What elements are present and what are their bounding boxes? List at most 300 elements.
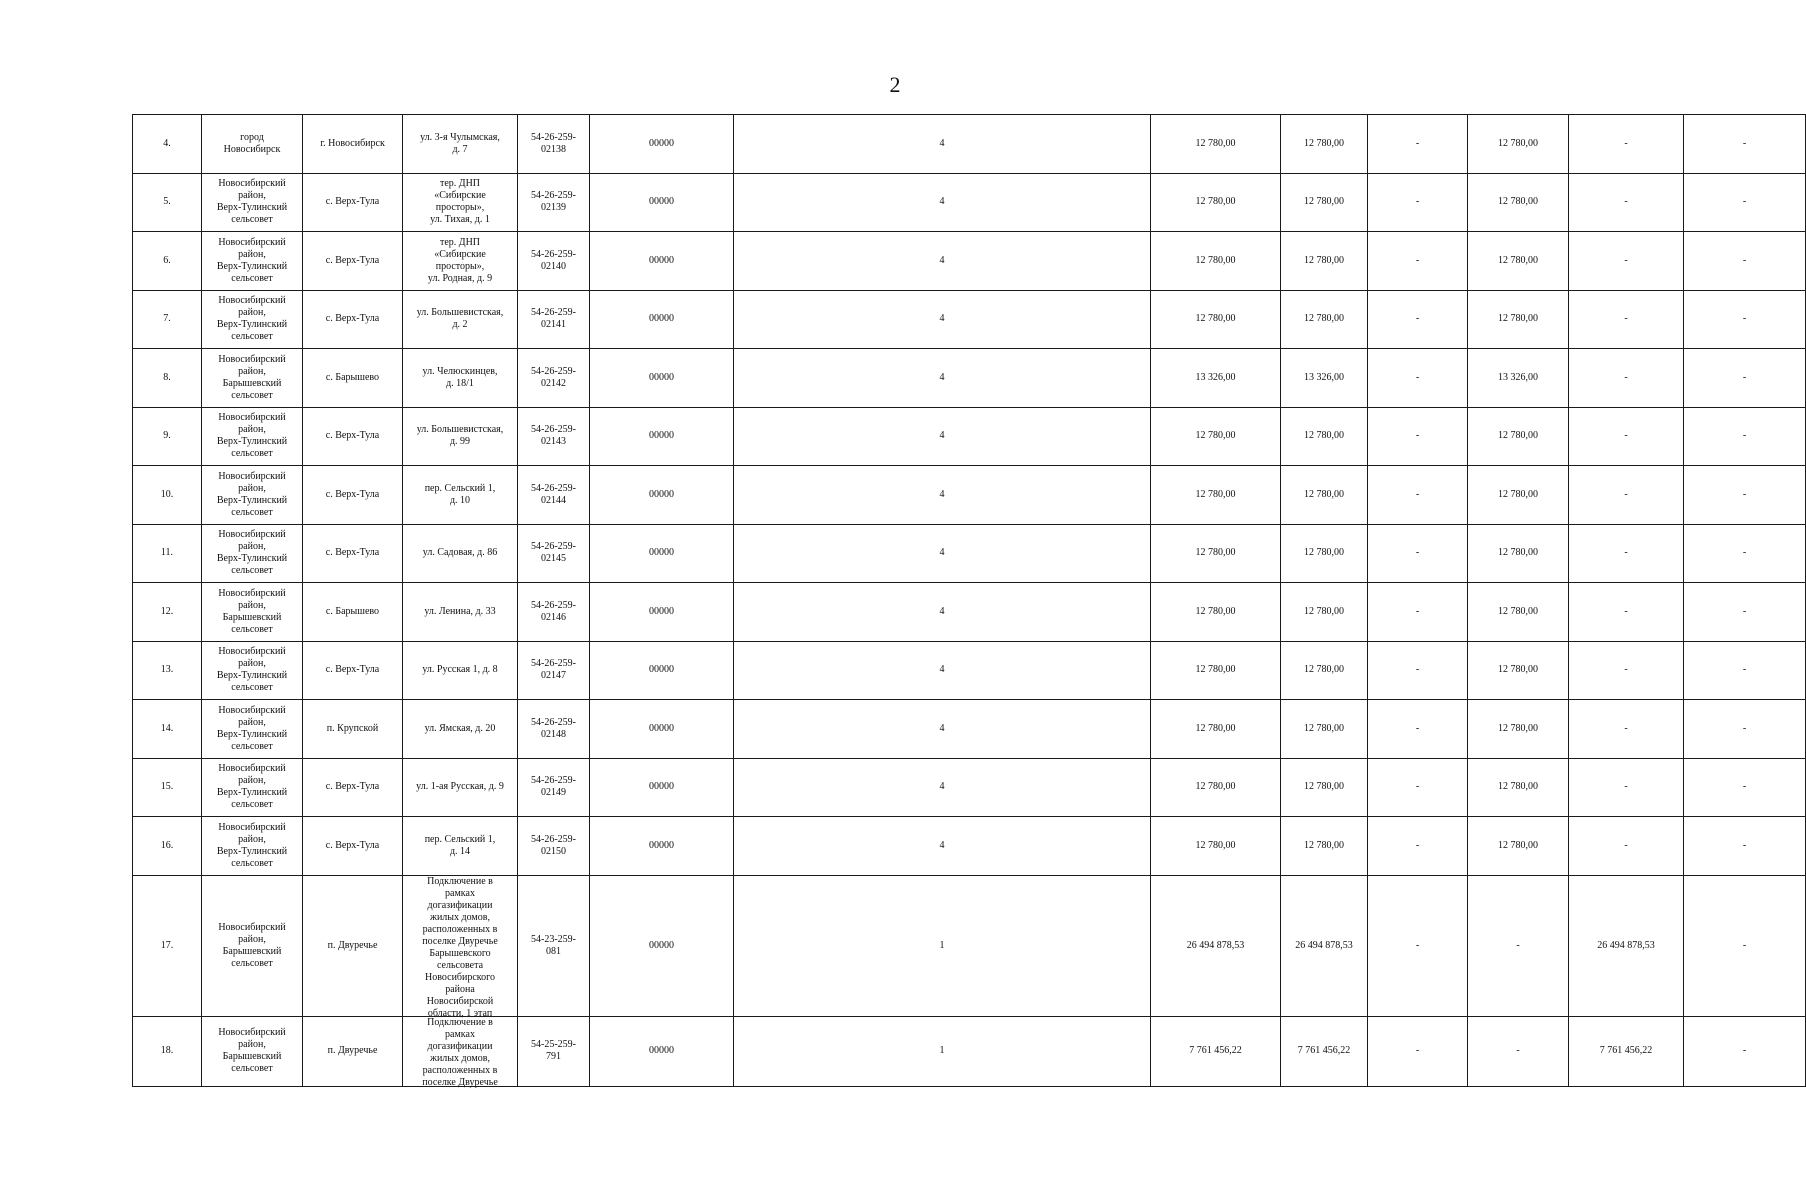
cell-category — [734, 758, 1151, 817]
table-row — [133, 583, 1806, 642]
cell-code — [590, 466, 734, 525]
cell-text: 00000 — [649, 254, 674, 266]
cell-text: 12 780,00 — [1195, 547, 1236, 559]
cell-object-code — [518, 173, 590, 232]
cell-category — [734, 115, 1151, 174]
table-row — [133, 290, 1806, 349]
cell-text: 16. — [160, 839, 174, 851]
cell-object-code — [518, 641, 590, 700]
cell-object-code — [518, 466, 590, 525]
cell-amount-col-11 — [1468, 407, 1569, 466]
cell-amount-col-10 — [1368, 875, 1468, 1016]
cell-amount-col-13 — [1684, 115, 1806, 174]
cell-category — [734, 232, 1151, 291]
cell-text: п. Двуречье — [327, 939, 378, 951]
cell-text: 26 494 878,53 — [1186, 939, 1245, 951]
cell-row-number — [133, 583, 202, 642]
cell-text: 54-26-259- 02148 — [531, 716, 576, 740]
cell-total-amount — [1151, 875, 1281, 1016]
cell-text: 54-26-259- 02138 — [531, 131, 576, 155]
cell-text: с. Барышево — [325, 605, 380, 617]
cell-text: 7 761 456,22 — [1189, 1045, 1242, 1056]
cell-text: ул. Ямская, д. 20 — [424, 722, 496, 734]
cell-amount-col-11 — [1468, 875, 1569, 1016]
cell-text: - — [1415, 430, 1420, 442]
cell-category — [734, 1016, 1151, 1086]
cell-amount-col-12 — [1569, 641, 1684, 700]
cell-address — [403, 407, 518, 466]
cell-text: с. Верх-Тула — [325, 488, 380, 500]
cell-amount-col-9 — [1281, 583, 1368, 642]
cell-text: 7. — [163, 313, 171, 325]
cell-amount-col-10 — [1368, 758, 1468, 817]
cell-text: 12 780,00 — [1195, 137, 1236, 149]
cell-text: 4 — [939, 254, 945, 266]
cell-total-amount — [1151, 232, 1281, 291]
cell-amount-col-10 — [1368, 290, 1468, 349]
cell-total-amount — [1151, 349, 1281, 408]
cell-amount-col-13 — [1684, 173, 1806, 232]
cell-amount-col-13 — [1684, 290, 1806, 349]
cell-code — [590, 758, 734, 817]
cell-text: - — [1742, 488, 1747, 500]
cell-text: - — [1624, 371, 1628, 383]
cell-text: 4 — [939, 430, 945, 442]
cell-text: - — [1624, 839, 1628, 851]
cell-text: 54-26-259- 02142 — [531, 365, 576, 389]
cell-text: город Новосибирск — [223, 131, 281, 155]
cell-amount-col-13 — [1684, 232, 1806, 291]
cell-text: 8. — [163, 371, 171, 383]
cell-text: Новосибирский район, Верх-Тулинский сельсовет — [216, 646, 288, 694]
cell-amount-col-9 — [1281, 232, 1368, 291]
cell-object-code — [518, 290, 590, 349]
cell-text: 7 761 456,22 — [1599, 1045, 1653, 1056]
cell-text: - — [1415, 313, 1420, 325]
cell-settlement — [303, 466, 403, 525]
cell-amount-col-11 — [1468, 1016, 1569, 1086]
cell-address — [403, 758, 518, 817]
cell-municipality — [202, 641, 303, 700]
cell-amount-col-11 — [1468, 817, 1569, 876]
cell-text: с. Верх-Тула — [325, 664, 380, 676]
cell-text: 12 780,00 — [1304, 722, 1344, 734]
cell-amount-col-10 — [1368, 524, 1468, 583]
cell-object-code — [518, 407, 590, 466]
cell-municipality — [202, 290, 303, 349]
cell-settlement — [303, 173, 403, 232]
cell-category — [734, 466, 1151, 525]
cell-municipality — [202, 875, 303, 1016]
cell-category — [734, 524, 1151, 583]
cell-text: 54-26-259- 02139 — [531, 190, 576, 214]
cell-address — [403, 232, 518, 291]
cell-text: - — [1415, 196, 1420, 208]
cell-total-amount — [1151, 173, 1281, 232]
cell-text: 15. — [160, 781, 174, 793]
cell-text: 12 780,00 — [1195, 781, 1236, 793]
cell-amount-col-13 — [1684, 758, 1806, 817]
cell-text: ул. Большевистская, д. 2 — [416, 307, 504, 331]
cell-amount-col-13 — [1684, 407, 1806, 466]
cell-category — [734, 700, 1151, 759]
cell-text: 1 — [939, 939, 945, 951]
cell-row-number — [133, 758, 202, 817]
cell-text: пер. Сельский 1, д. 14 — [424, 833, 496, 857]
cell-text: 12 780,00 — [1304, 781, 1344, 793]
cell-text: 9. — [163, 430, 171, 442]
cell-total-amount — [1151, 524, 1281, 583]
cell-amount-col-12 — [1569, 407, 1684, 466]
cell-text: 12 780,00 — [1304, 605, 1344, 617]
cell-text: Новосибирский район, Барышевский сельсовет — [218, 1027, 286, 1074]
cell-amount-col-13 — [1684, 583, 1806, 642]
cell-text: Новосибирский район, Верх-Тулинский сельсовет — [216, 821, 288, 869]
cell-address — [403, 1016, 518, 1086]
cell-text: 13. — [160, 664, 174, 676]
cell-row-number — [133, 290, 202, 349]
cell-text: 1 — [939, 1045, 945, 1056]
cell-text: 13 326,00 — [1304, 371, 1344, 383]
cell-address — [403, 290, 518, 349]
cell-settlement — [303, 1016, 403, 1086]
cell-text: 4 — [939, 547, 945, 559]
cell-text: 54-26-259- 02140 — [531, 248, 576, 272]
cell-text: - — [1742, 137, 1747, 149]
cell-text: - — [1415, 254, 1420, 266]
cell-address — [403, 466, 518, 525]
cell-text: 14. — [160, 722, 174, 734]
cell-text: 7 761 456,22 — [1297, 1045, 1351, 1056]
cell-text: - — [1415, 371, 1420, 383]
cell-address — [403, 349, 518, 408]
cell-text: 12 780,00 — [1304, 547, 1344, 559]
cell-text: с. Верх-Тула — [325, 254, 380, 266]
cell-amount-col-12 — [1569, 758, 1684, 817]
cell-total-amount — [1151, 1016, 1281, 1086]
cell-text: 12 780,00 — [1195, 839, 1236, 851]
cell-text: 4 — [939, 605, 945, 617]
table-row — [133, 115, 1806, 174]
cell-amount-col-9 — [1281, 290, 1368, 349]
cell-amount-col-11 — [1468, 349, 1569, 408]
cell-text: Новосибирский район, Барышевский сельсовет — [218, 587, 286, 635]
cell-category — [734, 641, 1151, 700]
cell-code — [590, 290, 734, 349]
cell-object-code — [518, 700, 590, 759]
cell-amount-col-10 — [1368, 407, 1468, 466]
cell-amount-col-12 — [1569, 290, 1684, 349]
cell-municipality — [202, 583, 303, 642]
cell-amount-col-11 — [1468, 524, 1569, 583]
cell-text: 12 780,00 — [1304, 664, 1344, 676]
cell-row-number — [133, 173, 202, 232]
cell-municipality — [202, 466, 303, 525]
cell-municipality — [202, 115, 303, 174]
cell-text: с. Верх-Тула — [325, 196, 380, 208]
cell-amount-col-12 — [1569, 466, 1684, 525]
cell-object-code — [518, 583, 590, 642]
cell-text: 12 780,00 — [1498, 664, 1538, 676]
table-row — [133, 758, 1806, 817]
cell-text: - — [1415, 547, 1420, 559]
table-row — [133, 1016, 1806, 1086]
cell-text: - — [1624, 781, 1628, 793]
cell-text: 00000 — [649, 1045, 674, 1056]
cell-municipality — [202, 524, 303, 583]
cell-text: 4 — [939, 371, 945, 383]
cell-text: - — [1624, 196, 1628, 208]
cell-amount-col-12 — [1569, 817, 1684, 876]
cell-amount-col-13 — [1684, 349, 1806, 408]
cell-text: 54-26-259- 02145 — [531, 541, 576, 565]
cell-text: 12 780,00 — [1498, 196, 1538, 208]
cell-amount-col-9 — [1281, 407, 1368, 466]
cell-municipality — [202, 173, 303, 232]
cell-amount-col-10 — [1368, 173, 1468, 232]
cell-code — [590, 700, 734, 759]
cell-amount-col-11 — [1468, 290, 1569, 349]
cell-row-number — [133, 232, 202, 291]
cell-category — [734, 407, 1151, 466]
cell-settlement — [303, 524, 403, 583]
cell-municipality — [202, 232, 303, 291]
cell-code — [590, 115, 734, 174]
cell-text: 4 — [939, 839, 945, 851]
cell-amount-col-10 — [1368, 641, 1468, 700]
cell-text: 12 780,00 — [1498, 547, 1538, 559]
table-row — [133, 466, 1806, 525]
cell-text: Новосибирский район, Верх-Тулинский сельсовет — [216, 470, 288, 518]
cell-amount-col-10 — [1368, 583, 1468, 642]
cell-text: 12 780,00 — [1304, 430, 1344, 442]
cell-amount-col-11 — [1468, 758, 1569, 817]
cell-municipality — [202, 1016, 303, 1086]
cell-total-amount — [1151, 583, 1281, 642]
cell-text: 54-26-259- 02141 — [531, 307, 576, 331]
cell-text: Новосибирский район, Верх-Тулинский сельсовет — [216, 295, 288, 343]
cell-object-code — [518, 875, 590, 1016]
cell-text: 4 — [939, 313, 945, 325]
cell-text: 12 780,00 — [1498, 137, 1538, 149]
cell-amount-col-12 — [1569, 700, 1684, 759]
cell-row-number — [133, 1016, 202, 1086]
cell-text: 00000 — [649, 722, 674, 734]
cell-text: ул. Большевистская, д. 99 — [416, 424, 504, 448]
table-row — [133, 875, 1806, 1016]
cell-text: 12 780,00 — [1498, 781, 1538, 793]
cell-text: 12 780,00 — [1498, 313, 1538, 325]
cell-text: 4 — [939, 781, 945, 793]
cell-text: 12 780,00 — [1195, 664, 1236, 676]
cell-address — [403, 875, 518, 1019]
cell-address — [403, 817, 518, 876]
cell-category — [734, 817, 1151, 876]
cell-text: - — [1742, 430, 1747, 442]
cell-total-amount — [1151, 641, 1281, 700]
cell-amount-col-13 — [1684, 466, 1806, 525]
cell-text: п. Двуречье — [327, 1045, 378, 1056]
cell-text: - — [1415, 722, 1420, 734]
cell-row-number — [133, 700, 202, 759]
cell-text: - — [1742, 547, 1747, 559]
cell-row-number — [133, 349, 202, 408]
cell-amount-col-12 — [1569, 349, 1684, 408]
cell-text: 54-26-259- 02147 — [531, 658, 576, 682]
cell-amount-col-12 — [1569, 115, 1684, 174]
cell-text: 12 780,00 — [1195, 430, 1236, 442]
cell-amount-col-10 — [1368, 700, 1468, 759]
cell-text: - — [1415, 939, 1420, 951]
cell-text: - — [1624, 664, 1628, 676]
cell-municipality — [202, 349, 303, 408]
cell-text: - — [1742, 196, 1747, 208]
cell-total-amount — [1151, 466, 1281, 525]
cell-text: - — [1624, 313, 1628, 325]
cell-text: ул. 1-ая Русская, д. 9 — [416, 781, 504, 793]
cell-text: - — [1415, 781, 1420, 793]
cell-code — [590, 641, 734, 700]
cell-row-number — [133, 407, 202, 466]
cell-text: 12 780,00 — [1195, 605, 1236, 617]
cell-text: - — [1742, 1045, 1747, 1056]
cell-municipality — [202, 407, 303, 466]
cell-text: - — [1415, 839, 1420, 851]
cell-row-number — [133, 875, 202, 1016]
cell-settlement — [303, 758, 403, 817]
cell-text: 10. — [160, 488, 174, 500]
cell-text: 12 780,00 — [1304, 313, 1344, 325]
cell-amount-col-9 — [1281, 524, 1368, 583]
cell-text: с. Верх-Тула — [325, 547, 380, 559]
cell-text: - — [1742, 371, 1747, 383]
cell-text: с. Барышево — [325, 371, 380, 383]
cell-amount-col-9 — [1281, 817, 1368, 876]
cell-text: с. Верх-Тула — [325, 839, 380, 851]
cell-text: Новосибирский район, Барышевский сельсовет — [218, 353, 286, 401]
cell-amount-col-11 — [1468, 700, 1569, 759]
cell-text: 4. — [163, 137, 171, 149]
cell-text: - — [1624, 430, 1628, 442]
registry-table-body — [133, 115, 1806, 1087]
cell-amount-col-9 — [1281, 115, 1368, 174]
cell-total-amount — [1151, 817, 1281, 876]
cell-text: 12 780,00 — [1195, 313, 1236, 325]
cell-text: Подключение в рамках догазификации жилых домов, расположенных в поселке Двуречье — [422, 1016, 498, 1088]
cell-text: 12 780,00 — [1498, 605, 1538, 617]
cell-text: ул. Русская 1, д. 8 — [422, 664, 498, 676]
cell-amount-col-13 — [1684, 875, 1806, 1016]
cell-object-code — [518, 349, 590, 408]
cell-amount-col-9 — [1281, 349, 1368, 408]
cell-text: 4 — [939, 196, 945, 208]
cell-text: - — [1742, 664, 1747, 676]
cell-amount-col-13 — [1684, 641, 1806, 700]
cell-text: п. Крупской — [326, 722, 379, 734]
cell-text: пер. Сельский 1, д. 10 — [424, 482, 496, 506]
cell-text: 12 780,00 — [1304, 839, 1344, 851]
cell-text: 12 780,00 — [1498, 488, 1538, 500]
cell-settlement — [303, 232, 403, 291]
cell-text: 13 326,00 — [1195, 371, 1236, 383]
cell-text: 5. — [163, 196, 171, 208]
cell-text: 00000 — [649, 196, 674, 208]
registry-table — [132, 114, 1806, 1087]
cell-text: - — [1742, 939, 1747, 951]
cell-text: - — [1516, 939, 1520, 951]
table-row — [133, 173, 1806, 232]
cell-category — [734, 290, 1151, 349]
cell-amount-col-9 — [1281, 1016, 1368, 1086]
cell-settlement — [303, 817, 403, 876]
cell-amount-col-9 — [1281, 641, 1368, 700]
cell-object-code — [518, 115, 590, 174]
cell-text: 54-26-259- 02150 — [531, 833, 576, 857]
cell-text: 4 — [939, 137, 945, 149]
cell-settlement — [303, 641, 403, 700]
cell-text: - — [1624, 488, 1628, 500]
cell-text: - — [1624, 547, 1628, 559]
cell-category — [734, 875, 1151, 1016]
cell-amount-col-13 — [1684, 817, 1806, 876]
cell-text: Новосибирский район, Верх-Тулинский сельсовет — [216, 529, 288, 577]
cell-amount-col-12 — [1569, 875, 1684, 1016]
cell-amount-col-13 — [1684, 524, 1806, 583]
table-row — [133, 232, 1806, 291]
cell-text: тер. ДНП «Сибирские просторы», ул. Родная, д. 9 — [427, 236, 493, 284]
cell-text: - — [1742, 839, 1747, 851]
cell-amount-col-9 — [1281, 466, 1368, 525]
cell-object-code — [518, 524, 590, 583]
cell-text: - — [1624, 137, 1628, 149]
cell-amount-col-11 — [1468, 641, 1569, 700]
cell-code — [590, 349, 734, 408]
cell-object-code — [518, 1016, 590, 1086]
page-number: 2 — [889, 72, 901, 97]
cell-object-code — [518, 232, 590, 291]
cell-amount-col-10 — [1368, 817, 1468, 876]
cell-amount-col-11 — [1468, 232, 1569, 291]
cell-address — [403, 641, 518, 700]
cell-row-number — [133, 466, 202, 525]
cell-amount-col-9 — [1281, 758, 1368, 817]
cell-text: 00000 — [649, 605, 674, 617]
cell-address — [403, 173, 518, 232]
cell-municipality — [202, 700, 303, 759]
cell-row-number — [133, 115, 202, 174]
cell-code — [590, 875, 734, 1016]
cell-amount-col-12 — [1569, 524, 1684, 583]
cell-text: 00000 — [649, 547, 674, 559]
cell-amount-col-10 — [1368, 466, 1468, 525]
cell-address — [403, 115, 518, 174]
cell-text: - — [1624, 605, 1628, 617]
cell-text: Новосибирский район, Барышевский сельсовет — [218, 921, 286, 969]
cell-settlement — [303, 700, 403, 759]
cell-text: тер. ДНП «Сибирские просторы», ул. Тихая, д. 1 — [430, 178, 490, 226]
cell-text: - — [1415, 137, 1420, 149]
cell-text: ул. Садовая, д. 86 — [422, 547, 498, 559]
cell-text: - — [1742, 605, 1747, 617]
cell-text: 6. — [163, 254, 171, 266]
cell-amount-col-12 — [1569, 1016, 1684, 1086]
cell-total-amount — [1151, 290, 1281, 349]
cell-amount-col-11 — [1468, 115, 1569, 174]
table-row — [133, 641, 1806, 700]
cell-text: ул. Челюскинцев, д. 18/1 — [422, 365, 498, 389]
cell-text: 00000 — [649, 839, 674, 851]
cell-text: - — [1415, 1045, 1420, 1056]
